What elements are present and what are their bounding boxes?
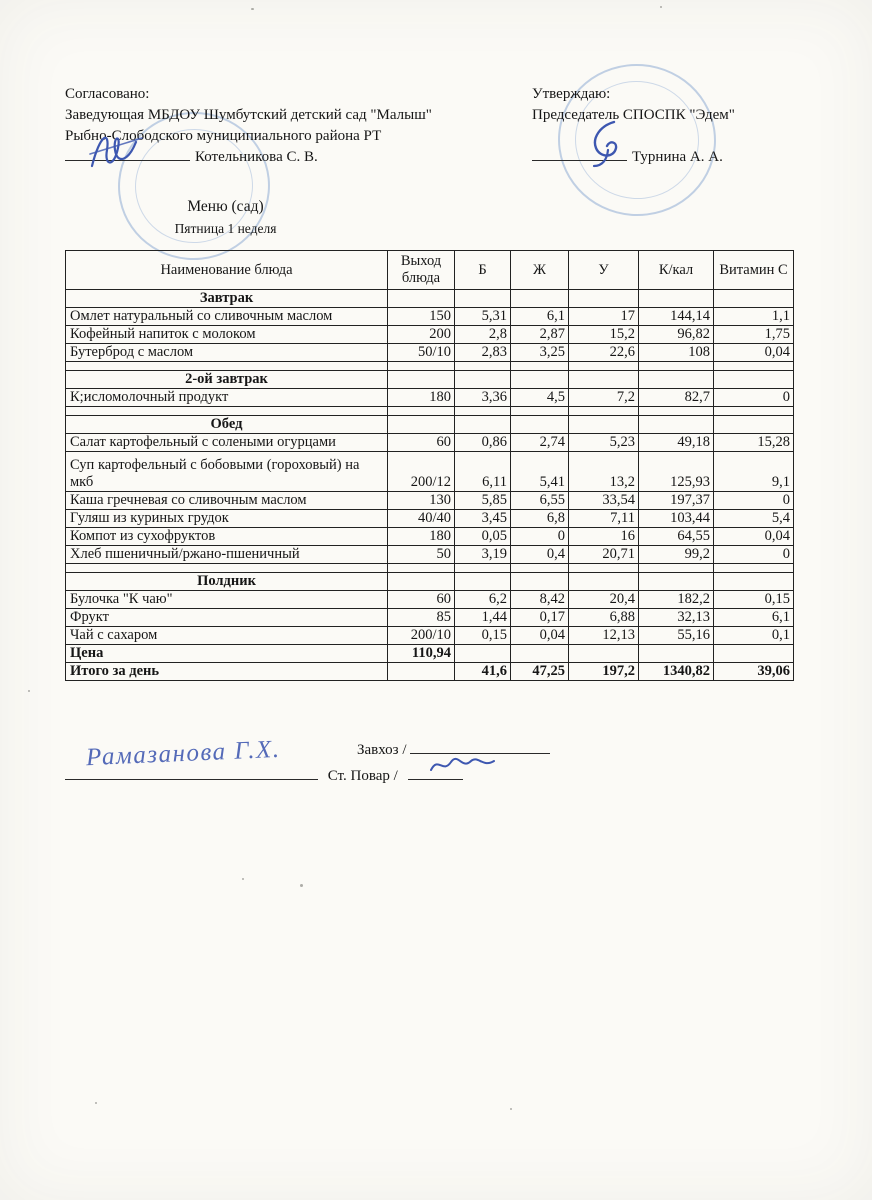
- zavhoz-label: Завхоз /: [357, 742, 407, 758]
- scan-artifact: [242, 878, 244, 880]
- value-cell-u: [569, 645, 639, 663]
- dish-name-cell: Гуляш из куриных грудок: [66, 510, 388, 528]
- value-cell-vitc: 1,75: [714, 326, 794, 344]
- value-cell-u: 7,2: [569, 389, 639, 407]
- agreed-org-line1: Заведующая МБДОУ Шумбутский детский сад "Малыш": [65, 107, 432, 123]
- value-cell-zh: 0,04: [511, 627, 569, 645]
- value-cell-zh: [511, 371, 569, 389]
- value-cell-zh: [511, 645, 569, 663]
- value-cell-u: 12,13: [569, 627, 639, 645]
- value-cell-zh: 5,41: [511, 452, 569, 492]
- value-cell-out: 200: [388, 326, 455, 344]
- dish-name-cell: [66, 362, 388, 371]
- value-cell-kcal: 64,55: [639, 528, 714, 546]
- approved-signer-name: Турнина А. А.: [632, 149, 723, 165]
- dish-name-cell: Обед: [66, 416, 388, 434]
- menu-table: [65, 250, 794, 681]
- column-header-dish: Наименование блюда: [66, 251, 388, 290]
- menu-row-section: [66, 416, 794, 434]
- value-cell-zh: 6,8: [511, 510, 569, 528]
- value-cell-b: 5,85: [455, 492, 511, 510]
- value-cell-out: 150: [388, 308, 455, 326]
- value-cell-zh: 3,25: [511, 344, 569, 362]
- value-cell-kcal: [639, 290, 714, 308]
- value-cell-kcal: 1340,82: [639, 663, 714, 681]
- dish-name-cell: Фрукт: [66, 609, 388, 627]
- agreed-signer-name: Котельникова С. В.: [195, 149, 318, 165]
- menu-row-empty: [66, 564, 794, 573]
- menu-row-section: [66, 573, 794, 591]
- menu-row-section: [66, 371, 794, 389]
- dish-name-cell: Булочка "К чаю": [66, 591, 388, 609]
- menu-row-item: [66, 609, 794, 627]
- menu-row-item: [66, 326, 794, 344]
- value-cell-kcal: 55,16: [639, 627, 714, 645]
- value-cell-zh: 0,4: [511, 546, 569, 564]
- value-cell-out: [388, 416, 455, 434]
- handwritten-signature-right-icon: [580, 116, 634, 174]
- value-cell-u: 33,54: [569, 492, 639, 510]
- value-cell-u: [569, 362, 639, 371]
- menu-row-section: [66, 290, 794, 308]
- value-cell-u: 22,6: [569, 344, 639, 362]
- value-cell-b: 5,31: [455, 308, 511, 326]
- value-cell-vitc: 0,1: [714, 627, 794, 645]
- dish-name-cell: Чай с сахаром: [66, 627, 388, 645]
- value-cell-u: 20,71: [569, 546, 639, 564]
- value-cell-out: 50/10: [388, 344, 455, 362]
- value-cell-b: 6,11: [455, 452, 511, 492]
- dish-name-cell: Итого за день: [66, 663, 388, 681]
- value-cell-b: 2,8: [455, 326, 511, 344]
- column-header-output: Выход блюда: [388, 251, 455, 290]
- value-cell-b: 1,44: [455, 609, 511, 627]
- value-cell-out: 60: [388, 434, 455, 452]
- value-cell-vitc: [714, 362, 794, 371]
- column-header-protein: Б: [455, 251, 511, 290]
- dish-name-cell: Омлет натуральный со сливочным маслом: [66, 308, 388, 326]
- value-cell-zh: [511, 573, 569, 591]
- value-cell-kcal: 32,13: [639, 609, 714, 627]
- value-cell-vitc: [714, 407, 794, 416]
- value-cell-vitc: [714, 573, 794, 591]
- value-cell-b: [455, 564, 511, 573]
- value-cell-vitc: [714, 371, 794, 389]
- dish-name-cell: К;исломолочный продукт: [66, 389, 388, 407]
- value-cell-zh: 47,25: [511, 663, 569, 681]
- menu-row-empty: [66, 407, 794, 416]
- value-cell-zh: [511, 290, 569, 308]
- value-cell-u: [569, 564, 639, 573]
- value-cell-kcal: 182,2: [639, 591, 714, 609]
- scan-artifact: [300, 884, 303, 887]
- scan-artifact: [510, 1108, 512, 1110]
- value-cell-zh: [511, 416, 569, 434]
- value-cell-out: [388, 362, 455, 371]
- menu-row-item: [66, 434, 794, 452]
- value-cell-out: 180: [388, 389, 455, 407]
- dish-name-cell: Салат картофельный с солеными огурцами: [66, 434, 388, 452]
- value-cell-vitc: 0: [714, 389, 794, 407]
- dish-name-cell: Завтрак: [66, 290, 388, 308]
- value-cell-out: [388, 407, 455, 416]
- dish-name-cell: Суп картофельный с бобовыми (гороховый) на мкб: [66, 452, 388, 492]
- value-cell-zh: [511, 564, 569, 573]
- value-cell-vitc: 0,04: [714, 528, 794, 546]
- value-cell-kcal: [639, 362, 714, 371]
- value-cell-kcal: 197,37: [639, 492, 714, 510]
- column-header-carbs: У: [569, 251, 639, 290]
- handwritten-signature-left-icon: [86, 126, 148, 174]
- value-cell-out: 110,94: [388, 645, 455, 663]
- approved-org: Председатель СПОСПК "Эдем": [532, 107, 735, 123]
- value-cell-u: 5,23: [569, 434, 639, 452]
- value-cell-vitc: 0,15: [714, 591, 794, 609]
- value-cell-kcal: [639, 407, 714, 416]
- value-cell-u: [569, 573, 639, 591]
- handwritten-signature-povar-icon: [428, 752, 498, 778]
- value-cell-u: [569, 290, 639, 308]
- value-cell-b: 3,19: [455, 546, 511, 564]
- menu-table-header-row: [66, 251, 794, 290]
- value-cell-kcal: 108: [639, 344, 714, 362]
- value-cell-zh: 6,1: [511, 308, 569, 326]
- value-cell-u: [569, 407, 639, 416]
- povar-label: Ст. Повар /: [327, 768, 398, 784]
- scan-artifact: [95, 1102, 97, 1104]
- approved-block: [532, 84, 814, 168]
- menu-row-item: [66, 308, 794, 326]
- value-cell-u: 13,2: [569, 452, 639, 492]
- value-cell-b: [455, 290, 511, 308]
- value-cell-out: [388, 564, 455, 573]
- value-cell-b: [455, 416, 511, 434]
- value-cell-b: 2,83: [455, 344, 511, 362]
- scan-artifact: [251, 8, 254, 10]
- value-cell-u: 7,11: [569, 510, 639, 528]
- value-cell-zh: 8,42: [511, 591, 569, 609]
- menu-row-empty: [66, 362, 794, 371]
- value-cell-kcal: 144,14: [639, 308, 714, 326]
- value-cell-b: [455, 573, 511, 591]
- value-cell-vitc: 0: [714, 546, 794, 564]
- dish-name-cell: Цена: [66, 645, 388, 663]
- value-cell-kcal: [639, 564, 714, 573]
- value-cell-b: 6,2: [455, 591, 511, 609]
- value-cell-b: [455, 362, 511, 371]
- value-cell-u: 17: [569, 308, 639, 326]
- value-cell-out: 130: [388, 492, 455, 510]
- menu-row-item: [66, 591, 794, 609]
- value-cell-u: 16: [569, 528, 639, 546]
- menu-title-block: [128, 198, 323, 237]
- menu-row-item: [66, 528, 794, 546]
- value-cell-zh: 0: [511, 528, 569, 546]
- dish-name-cell: Кофейный напиток с молоком: [66, 326, 388, 344]
- handwritten-name: Рамазанова Г.Х.: [85, 735, 281, 772]
- value-cell-vitc: 9,1: [714, 452, 794, 492]
- value-cell-out: 85: [388, 609, 455, 627]
- value-cell-out: [388, 371, 455, 389]
- value-cell-b: 0,05: [455, 528, 511, 546]
- agreed-label: Согласовано:: [65, 86, 150, 102]
- value-cell-u: [569, 371, 639, 389]
- menu-row-item: [66, 452, 794, 492]
- approved-signature-row: [532, 147, 814, 168]
- value-cell-out: [388, 663, 455, 681]
- value-cell-b: [455, 371, 511, 389]
- value-cell-u: 20,4: [569, 591, 639, 609]
- value-cell-out: 200/12: [388, 452, 455, 492]
- value-cell-kcal: [639, 573, 714, 591]
- dish-name-cell: Полдник: [66, 573, 388, 591]
- value-cell-u: 15,2: [569, 326, 639, 344]
- menu-title: Меню (сад): [187, 198, 264, 215]
- menu-row-item: [66, 627, 794, 645]
- value-cell-vitc: 39,06: [714, 663, 794, 681]
- scan-artifact: [28, 690, 30, 692]
- value-cell-kcal: 103,44: [639, 510, 714, 528]
- value-cell-kcal: 96,82: [639, 326, 714, 344]
- value-cell-zh: 0,17: [511, 609, 569, 627]
- value-cell-vitc: 5,4: [714, 510, 794, 528]
- dish-name-cell: 2-ой завтрак: [66, 371, 388, 389]
- value-cell-vitc: [714, 416, 794, 434]
- value-cell-out: 200/10: [388, 627, 455, 645]
- menu-row-total: [66, 645, 794, 663]
- value-cell-out: 40/40: [388, 510, 455, 528]
- value-cell-b: [455, 407, 511, 416]
- column-header-vitc: Витамин С: [714, 251, 794, 290]
- value-cell-u: 6,88: [569, 609, 639, 627]
- value-cell-out: 60: [388, 591, 455, 609]
- menu-row-item: [66, 344, 794, 362]
- value-cell-vitc: 6,1: [714, 609, 794, 627]
- value-cell-zh: 2,87: [511, 326, 569, 344]
- menu-row-item: [66, 510, 794, 528]
- value-cell-vitc: [714, 290, 794, 308]
- value-cell-zh: 6,55: [511, 492, 569, 510]
- menu-row-item: [66, 389, 794, 407]
- value-cell-out: [388, 573, 455, 591]
- dish-name-cell: Каша гречневая со сливочным маслом: [66, 492, 388, 510]
- value-cell-out: 180: [388, 528, 455, 546]
- value-cell-b: 0,15: [455, 627, 511, 645]
- menu-subtitle: Пятница 1 неделя: [174, 221, 277, 236]
- value-cell-kcal: [639, 371, 714, 389]
- value-cell-zh: 4,5: [511, 389, 569, 407]
- value-cell-vitc: [714, 564, 794, 573]
- value-cell-kcal: 99,2: [639, 546, 714, 564]
- value-cell-out: [388, 290, 455, 308]
- menu-table-body: [66, 290, 794, 681]
- value-cell-b: 3,45: [455, 510, 511, 528]
- agreed-org-line2: Рыбно-Слободского муниципиального района РТ: [65, 128, 382, 144]
- value-cell-out: 50: [388, 546, 455, 564]
- scan-artifact: [660, 6, 662, 8]
- dish-name-cell: Хлеб пшеничный/ржано-пшеничный: [66, 546, 388, 564]
- column-header-fat: Ж: [511, 251, 569, 290]
- approved-label: Утверждаю:: [532, 86, 611, 102]
- dish-name-cell: [66, 407, 388, 416]
- value-cell-kcal: [639, 645, 714, 663]
- menu-row-item: [66, 492, 794, 510]
- value-cell-b: [455, 645, 511, 663]
- column-header-kcal: К/кал: [639, 251, 714, 290]
- value-cell-kcal: 49,18: [639, 434, 714, 452]
- approval-header: [65, 84, 814, 168]
- value-cell-b: 3,36: [455, 389, 511, 407]
- dish-name-cell: Компот из сухофруктов: [66, 528, 388, 546]
- value-cell-vitc: 0: [714, 492, 794, 510]
- menu-row-total: [66, 663, 794, 681]
- value-cell-b: 0,86: [455, 434, 511, 452]
- menu-row-item: [66, 546, 794, 564]
- value-cell-zh: [511, 407, 569, 416]
- value-cell-vitc: 1,1: [714, 308, 794, 326]
- value-cell-vitc: 15,28: [714, 434, 794, 452]
- value-cell-zh: [511, 362, 569, 371]
- value-cell-u: 197,2: [569, 663, 639, 681]
- dish-name-cell: [66, 564, 388, 573]
- value-cell-zh: 2,74: [511, 434, 569, 452]
- value-cell-vitc: 0,04: [714, 344, 794, 362]
- value-cell-vitc: [714, 645, 794, 663]
- value-cell-kcal: 82,7: [639, 389, 714, 407]
- value-cell-kcal: 125,93: [639, 452, 714, 492]
- value-cell-kcal: [639, 416, 714, 434]
- dish-name-cell: Бутерброд с маслом: [66, 344, 388, 362]
- value-cell-u: [569, 416, 639, 434]
- value-cell-b: 41,6: [455, 663, 511, 681]
